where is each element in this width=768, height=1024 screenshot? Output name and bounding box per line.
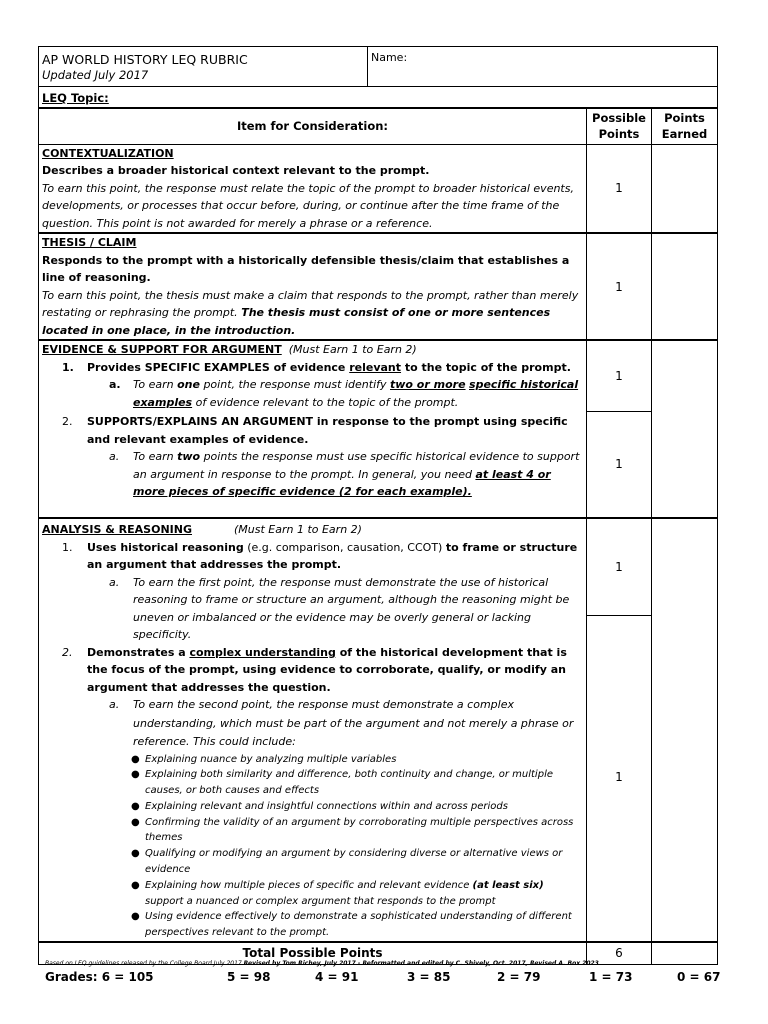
analysis-note: (Must Earn 1 to Earn 2) xyxy=(233,523,362,536)
analysis-criterion xyxy=(39,518,587,942)
analysis-bullet-4-text: Confirming the validity of an argument by corroborating multiple perspectives across themes xyxy=(145,816,574,844)
evidence-points-2: 1 xyxy=(615,457,623,471)
footer-credit-b: Revised by Tom Richey, July 2017 - Reformatted and edited by C. Shively, Oct. 2017, Revised A. Box 2023 xyxy=(243,960,599,967)
bullet-icon: ● xyxy=(131,769,140,781)
bullet-icon: ● xyxy=(131,800,140,812)
evidence-item-2-num: 2. xyxy=(62,415,73,428)
bullet-icon: ● xyxy=(131,911,140,923)
analysis-item-2-c: of the historical development that is the focus of the prompt, using evidence to corroborate, qualify, or modify an argument that addresses the question. xyxy=(87,645,567,694)
contextualization-earned-points[interactable] xyxy=(652,144,718,233)
evidence-possible-points xyxy=(587,340,652,518)
evidence-item-1a-b: one xyxy=(177,378,200,391)
bullet-icon: ● xyxy=(131,753,140,765)
analysis-title xyxy=(42,521,583,539)
analysis-bullet-2-text: Explaining both similarity and difference, both continuity and change, or multiple causes, or both causes and effects xyxy=(145,769,553,797)
grade-5: 5 = 98 xyxy=(227,970,271,984)
points-earned-header xyxy=(652,108,718,144)
evidence-item-1 xyxy=(42,359,583,377)
contextualization-desc: Describes a broader historical context relevant to the prompt. xyxy=(42,164,430,177)
item-column-header: Item for Consideration: xyxy=(39,108,587,144)
evidence-item-2a-a: To earn xyxy=(133,450,178,463)
bullet-icon: ● xyxy=(131,879,140,891)
evidence-item-1a-d: two or more xyxy=(390,378,466,391)
analysis-bullet-6 xyxy=(42,878,583,910)
analysis-item-2-b: complex understanding xyxy=(189,645,336,659)
rubric-title: AP WORLD HISTORY LEQ RUBRIC xyxy=(42,52,248,67)
analysis-bullet-3 xyxy=(42,799,583,815)
evidence-item-1a-c: point, the response must identify xyxy=(199,378,390,391)
evidence-item-2a-d: at least 4 or more pieces of specific evidence (2 for each example). xyxy=(133,467,551,498)
analysis-item-2a-num: a. xyxy=(109,698,120,711)
analysis-heading: ANALYSIS & REASONING xyxy=(42,523,192,536)
contextualization-detail: To earn this point, the response must relate the topic of the prompt to broader historical events, developments, or processes that occur before, during, or continue after the time frame of the question. This point is not awarded for merely a phrase or a reference. xyxy=(42,181,574,230)
grade-2: 2 = 79 xyxy=(497,970,541,984)
analysis-earned-points[interactable] xyxy=(652,518,718,942)
name-label: Name: xyxy=(371,51,408,64)
possible-header-line1: Possible xyxy=(592,111,646,126)
thesis-detail xyxy=(42,287,583,340)
grade-0: 0 = 67 xyxy=(677,970,721,984)
thesis-possible-points: 1 xyxy=(587,233,652,340)
topic-label: LEQ Topic: xyxy=(42,91,109,105)
evidence-item-1a xyxy=(42,376,583,411)
analysis-bullet-1-text: Explaining nuance by analyzing multiple variables xyxy=(145,753,397,765)
footer-credit-a: Based on LEQ guidelines released by the College Board July 2017. xyxy=(45,960,244,967)
thesis-desc: Responds to the prompt with a historically defensible thesis/claim that establishes a line of reasoning. xyxy=(42,253,570,284)
analysis-item-1-c: to frame or structure an argument that addresses the prompt. xyxy=(87,540,578,571)
contextualization-criterion xyxy=(39,144,587,233)
evidence-item-1a-e: specific historical examples xyxy=(133,378,579,409)
name-field[interactable] xyxy=(368,47,718,87)
analysis-item-2a-text: To earn the second point, the response must demonstrate a complex understanding, which must be part of the argument and not merely a phrase or reference. This could include: xyxy=(133,698,574,748)
grade-3: 3 = 85 xyxy=(407,970,451,984)
thesis-heading: THESIS / CLAIM xyxy=(42,236,137,249)
analysis-bullet-6-bold: (at least six) xyxy=(472,879,544,891)
grade-6: Grades: 6 = 105 xyxy=(45,970,154,984)
footer-credit xyxy=(45,960,599,967)
analysis-bullet-5-text: Qualifying or modifying an argument by considering diverse or alternative views or evidence xyxy=(145,848,563,876)
thesis-detail-bold: The thesis must consist of one or more sentences located in one place, in the introduction. xyxy=(42,306,551,337)
analysis-points-2: 1 xyxy=(615,770,623,784)
evidence-item-2a xyxy=(42,448,583,501)
thesis-detail-text: To earn this point, the thesis must make a claim that responds to the prompt, rather than merely restating or rephrasing the prompt. xyxy=(42,288,579,319)
evidence-item-2-b: in response to the prompt using specific and relevant examples of evidence. xyxy=(87,415,568,446)
analysis-bullet-6-tail: support a nuanced or complex argument that responds to the prompt xyxy=(145,895,496,907)
updated-date: Updated July 2017 xyxy=(42,68,149,82)
thesis-earned-points[interactable] xyxy=(652,233,718,340)
evidence-item-2a-b: two xyxy=(177,450,201,463)
thesis-criterion xyxy=(39,233,587,340)
evidence-item-1-c: to the topic of the prompt. xyxy=(401,360,571,374)
evidence-criterion xyxy=(39,340,587,518)
analysis-bullet-7-text: Using evidence effectively to demonstrate a sophisticated understanding of different perspectives relevant to the prompt. xyxy=(145,911,572,939)
grade-1: 1 = 73 xyxy=(589,970,633,984)
contextualization-possible-points: 1 xyxy=(587,144,652,233)
analysis-item-1-b: (e.g. comparison, causation, CCOT) xyxy=(243,540,446,554)
total-label: Total Possible Points xyxy=(39,942,587,964)
evidence-note: (Must Earn 1 to Earn 2) xyxy=(288,343,417,356)
contextualization-heading: CONTEXTUALIZATION xyxy=(42,146,174,160)
analysis-bullet-1 xyxy=(42,752,583,768)
analysis-item-1 xyxy=(42,539,583,574)
evidence-item-1a-num: a. xyxy=(109,378,121,391)
analysis-item-2a xyxy=(42,696,583,752)
earned-header-line1: Points xyxy=(664,111,705,126)
bullet-icon: ● xyxy=(131,848,140,860)
analysis-item-1a-text: To earn the first point, the response must demonstrate the use of historical reasoning to frame or structure an argument, although the reasoning might be uneven or imbalanced or the evidence may be overly general or lacking specificity. xyxy=(133,575,570,641)
analysis-item-2 xyxy=(42,644,583,697)
bullet-icon: ● xyxy=(131,816,140,828)
analysis-bullet-6-text: Explaining how multiple pieces of specific and relevant evidence xyxy=(145,879,473,891)
rubric-table xyxy=(38,46,718,965)
analysis-item-1a xyxy=(42,574,583,644)
analysis-item-2-num: 2. xyxy=(62,645,73,659)
analysis-bullet-5 xyxy=(42,846,583,878)
evidence-earned-points[interactable] xyxy=(652,340,718,518)
analysis-possible-points xyxy=(587,518,652,942)
analysis-bullet-7 xyxy=(42,909,583,941)
analysis-item-1-a: Uses historical reasoning xyxy=(87,540,244,554)
evidence-item-2a-num: a. xyxy=(109,450,120,463)
grade-4: 4 = 91 xyxy=(315,970,359,984)
analysis-bullet-2 xyxy=(42,767,583,799)
topic-field[interactable] xyxy=(39,87,718,109)
total-earned-points[interactable] xyxy=(652,942,718,964)
possible-header-line2: Points xyxy=(598,127,640,142)
analysis-bullet-4 xyxy=(42,815,583,847)
rubric-sheet xyxy=(38,46,717,965)
evidence-points-1: 1 xyxy=(615,369,623,383)
analysis-points-1: 1 xyxy=(615,560,623,574)
analysis-item-2-a: Demonstrates a xyxy=(87,645,190,659)
evidence-item-2-a: SUPPORTS/EXPLAINS AN ARGUMENT xyxy=(87,415,314,428)
analysis-item-1-num: 1. xyxy=(62,540,73,554)
evidence-item-1-num: 1. xyxy=(62,360,74,374)
earned-header-line2: Earned xyxy=(661,127,708,142)
possible-points-header xyxy=(587,108,652,144)
title-cell xyxy=(39,47,368,87)
evidence-item-1a-a: To earn xyxy=(133,378,178,391)
evidence-title xyxy=(42,341,583,359)
evidence-item-2a-c: points the response must use specific historical evidence to support an argument in response to the prompt. In general, you need xyxy=(133,450,580,481)
analysis-bullet-3-text: Explaining relevant and insightful connections within and across periods xyxy=(145,800,508,812)
total-possible-points: 6 xyxy=(587,942,652,964)
evidence-heading: EVIDENCE & SUPPORT FOR ARGUMENT xyxy=(42,343,282,356)
analysis-item-1a-num: a. xyxy=(109,575,120,589)
evidence-item-1-a: Provides SPECIFIC EXAMPLES of evidence xyxy=(87,360,350,374)
evidence-item-2 xyxy=(42,413,583,448)
evidence-item-1-b: relevant xyxy=(349,360,402,374)
evidence-item-1a-f: of evidence relevant to the topic of the prompt. xyxy=(192,395,459,409)
